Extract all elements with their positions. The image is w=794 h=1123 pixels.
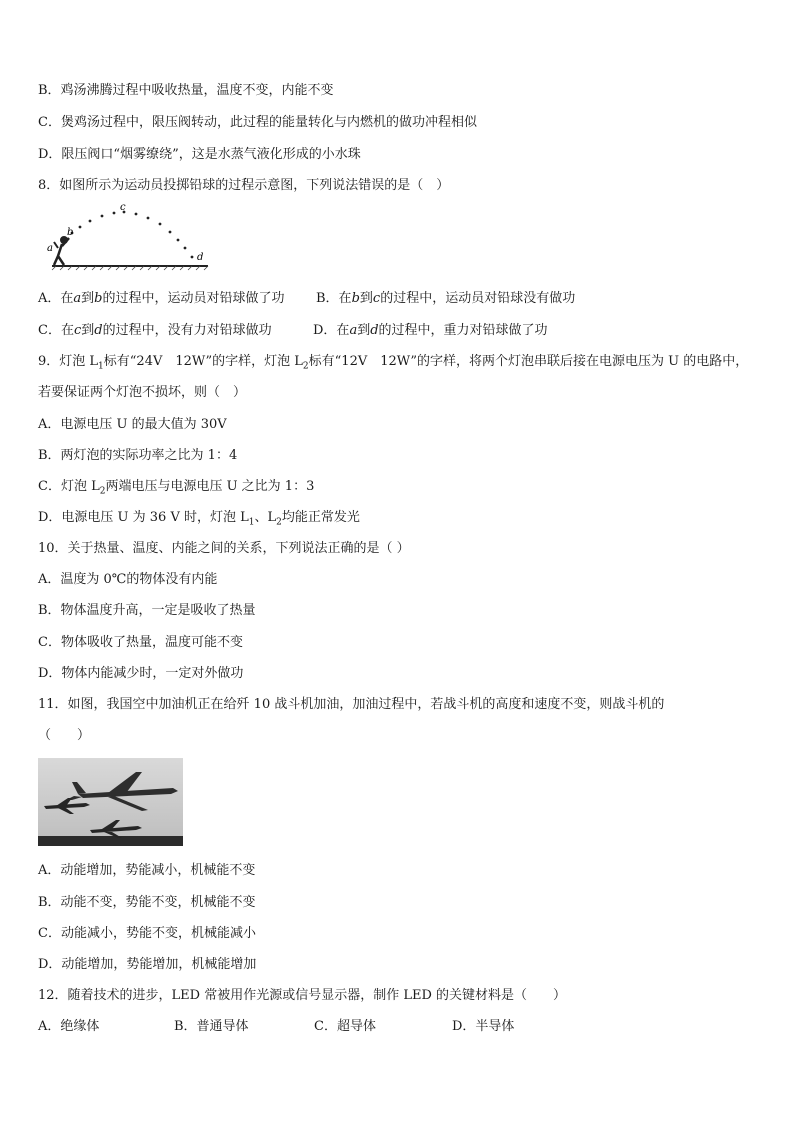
athlete-icon bbox=[54, 237, 69, 266]
q9-stem-line2: 若要保证两个灯泡不损坏，则（ ） bbox=[38, 385, 247, 400]
q11-option-a: A．动能增加，势能减小，机械能不变 bbox=[38, 863, 256, 878]
q7-option-d: D．限压阀口“烟雾缭绕”，这是水蒸气液化形成的小水珠 bbox=[38, 147, 361, 162]
shot-put-diagram bbox=[44, 202, 212, 272]
label-c: c bbox=[120, 202, 126, 213]
q11-refueling-photo bbox=[38, 758, 183, 846]
q9-option-a: A．电源电压 U 的最大值为 30V bbox=[38, 417, 227, 432]
q9-stem: 9．灯泡 $L_1$标有“24V 12W”的字样，灯泡 $L_2$标有“12V 12W”的字样，将两个灯泡串联后接在电源电压为 U 的电路中， bbox=[38, 354, 749, 372]
q7-option-b: B．鸡汤沸腾过程中吸收热量，温度不变，内能不变 bbox=[38, 83, 334, 98]
q9-option-c: C．灯泡 $L_2$两端电压与电源电压 U 之比为 1：3 bbox=[38, 479, 315, 497]
q8-stem: 8．如图所示为运动员投掷铅球的过程示意图，下列说法错误的是（ ） bbox=[38, 178, 450, 193]
q10-stem: 10．关于热量、温度、内能之间的关系，下列说法正确的是（ ） bbox=[38, 541, 410, 556]
q11-option-d: D．动能增加，势能增加，机械能增加 bbox=[38, 957, 257, 972]
q8-option-b: B．在b到c的过程中，运动员对铅球没有做功 bbox=[316, 291, 576, 306]
q10-option-c: C．物体吸收了热量，温度可能不变 bbox=[38, 635, 243, 650]
q7-option-c: C．煲鸡汤过程中，限压阀转动，此过程的能量转化与内燃机的做功冲程相似 bbox=[38, 115, 477, 130]
q10-option-d: D．物体内能减少时，一定对外做功 bbox=[38, 666, 244, 681]
q12-stem: 12．随着技术的进步，LED 常被用作光源或信号显示器，制作 LED 的关键材料是（ ） bbox=[38, 988, 567, 1003]
q12-option-d: D．半导体 bbox=[452, 1019, 515, 1034]
label-d: d bbox=[197, 252, 204, 263]
q12-option-a: A．绝缘体 bbox=[38, 1019, 100, 1034]
q10-option-a: A．温度为 0℃的物体没有内能 bbox=[38, 572, 218, 587]
label-a: a bbox=[47, 243, 53, 254]
q8-option-d: D．在a到d的过程中，重力对铅球做了功 bbox=[313, 323, 548, 338]
q11-stem-line2: （ ） bbox=[38, 728, 91, 743]
q11-option-c: C．动能减小，势能不变，机械能减小 bbox=[38, 926, 256, 941]
aerial-refueling-image bbox=[38, 758, 183, 846]
q10-option-b: B．物体温度升高，一定是吸收了热量 bbox=[38, 603, 256, 618]
q12-option-c: C．超导体 bbox=[314, 1019, 376, 1034]
q11-option-b: B．动能不变，势能不变，机械能不变 bbox=[38, 895, 256, 910]
q9-option-b: B．两灯泡的实际功率之比为 1：4 bbox=[38, 448, 238, 463]
q12-option-b: B．普通导体 bbox=[174, 1019, 249, 1034]
q9-option-d: D．电源电压 U 为 36 V 时，灯泡 $L_1$、$L_2$均能正常发光 bbox=[38, 510, 360, 528]
q8-option-a: A．在a到b的过程中，运动员对铅球做了功 bbox=[38, 291, 285, 306]
label-b: b bbox=[67, 227, 74, 238]
q11-stem: 11．如图，我国空中加油机正在给歼 10 战斗机加油，加油过程中，若战斗机的高度和速度不变，则战斗机的 bbox=[38, 697, 665, 712]
q8-option-c: C．在c到d的过程中，没有力对铅球做功 bbox=[38, 323, 272, 338]
q8-shot-put-figure bbox=[44, 202, 212, 272]
trajectory-dots bbox=[71, 211, 194, 259]
